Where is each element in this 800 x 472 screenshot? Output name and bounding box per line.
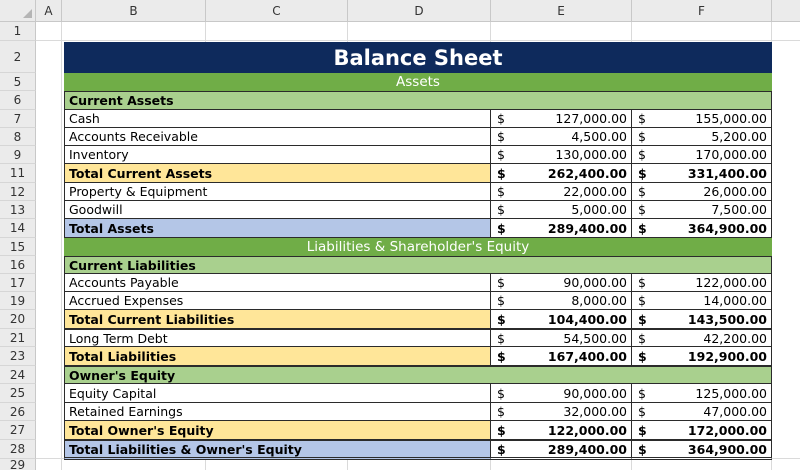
total-current-liabilities-amount-f: 143,500.00 (687, 311, 767, 327)
currency-symbol: $ (497, 111, 505, 126)
accrued-expenses-value-f[interactable] (632, 292, 772, 310)
currency-symbol: $ (638, 348, 647, 364)
goodwill-amount-f: 7,500.00 (711, 202, 767, 217)
gridline (61, 22, 62, 470)
currency-symbol: $ (638, 202, 646, 217)
long-term-debt-amount-e: 54,500.00 (563, 330, 627, 346)
currency-symbol: $ (638, 293, 646, 308)
row-header[interactable]: 13 (0, 201, 36, 219)
accounts-receivable-amount-e: 4,500.00 (571, 129, 627, 144)
total-liabilities-value-e[interactable] (491, 347, 632, 366)
total-assets-amount-f: 364,900.00 (687, 220, 767, 236)
column-header-a[interactable]: A (36, 0, 62, 22)
column-header-e[interactable]: E (491, 0, 632, 22)
total-current-liabilities-value-f[interactable] (632, 310, 772, 329)
label-goodwill[interactable]: Goodwill (64, 201, 491, 219)
row-header[interactable]: 17 (0, 274, 36, 292)
sheet-title[interactable]: Balance Sheet (64, 42, 772, 73)
total-liab-equity-amount-e: 289,400.00 (547, 441, 627, 457)
cash-value-f[interactable] (632, 110, 772, 128)
accounts-receivable-value-f[interactable] (632, 128, 772, 146)
total-owners-equity-value-f[interactable] (632, 421, 772, 440)
retained-earnings-value-f[interactable] (632, 403, 772, 421)
goodwill-value-e[interactable] (491, 201, 632, 219)
currency-symbol: $ (638, 165, 647, 181)
currency-symbol: $ (638, 330, 646, 346)
currency-symbol: $ (497, 184, 505, 199)
label-total-liabilities[interactable]: Total Liabilities (64, 347, 491, 366)
accounts-payable-amount-f: 122,000.00 (695, 275, 767, 290)
subhead-owners-equity[interactable]: Owner's Equity (64, 366, 772, 384)
currency-symbol: $ (497, 348, 506, 364)
label-total-owners-equity[interactable]: Total Owner's Equity (64, 421, 491, 440)
inventory-amount-e: 130,000.00 (555, 147, 627, 162)
total-current-assets-value-f[interactable] (632, 164, 772, 183)
section-liabilities-equity[interactable]: Liabilities & Shareholder's Equity (64, 238, 772, 256)
goodwill-value-f[interactable] (632, 201, 772, 219)
currency-symbol: $ (638, 404, 646, 419)
label-long-term-debt[interactable]: Long Term Debt (64, 329, 491, 347)
subhead-current-assets[interactable]: Current Assets (64, 91, 772, 110)
currency-symbol: $ (638, 275, 646, 290)
retained-earnings-amount-e: 32,000.00 (563, 404, 627, 419)
currency-symbol: $ (638, 220, 647, 236)
gridline (36, 40, 800, 41)
label-total-assets[interactable]: Total Assets (64, 219, 491, 238)
currency-symbol: $ (638, 441, 647, 457)
section-assets[interactable]: Assets (64, 73, 772, 91)
row-header[interactable]: 15 (0, 238, 36, 256)
equity-capital-amount-f: 125,000.00 (695, 385, 767, 401)
total-current-liabilities-amount-e: 104,400.00 (547, 311, 627, 327)
select-all-icon (23, 9, 32, 18)
total-current-assets-amount-e: 262,400.00 (547, 165, 627, 181)
row-header[interactable]: 20 (0, 310, 36, 329)
inventory-value-e[interactable] (491, 146, 632, 164)
currency-symbol: $ (638, 129, 646, 144)
property-amount-e: 22,000.00 (563, 184, 627, 199)
row-header[interactable]: 1 (0, 22, 36, 41)
label-total-current-liabilities[interactable]: Total Current Liabilities (64, 310, 491, 329)
label-total-current-assets[interactable]: Total Current Assets (64, 164, 491, 183)
label-accrued-expenses[interactable]: Accrued Expenses (64, 292, 491, 310)
currency-symbol: $ (497, 275, 505, 290)
column-header-f[interactable]: F (632, 0, 772, 22)
inventory-value-f[interactable] (632, 146, 772, 164)
total-liabilities-amount-e: 167,400.00 (547, 348, 627, 364)
inventory-amount-f: 170,000.00 (695, 147, 767, 162)
row-header[interactable]: 6 (0, 91, 36, 110)
row-header[interactable]: 29 (0, 459, 36, 470)
select-all-corner[interactable] (0, 0, 36, 22)
currency-symbol: $ (497, 147, 505, 162)
currency-symbol: $ (497, 202, 505, 217)
total-owners-equity-amount-e: 122,000.00 (547, 422, 627, 438)
equity-capital-value-e[interactable] (491, 384, 632, 403)
cash-value-e[interactable] (491, 110, 632, 128)
currency-symbol: $ (497, 441, 506, 457)
goodwill-amount-e: 5,000.00 (571, 202, 627, 217)
currency-symbol: $ (638, 111, 646, 126)
total-assets-amount-e: 289,400.00 (547, 220, 627, 236)
accounts-payable-value-e[interactable] (491, 274, 632, 292)
column-header-d[interactable]: D (348, 0, 491, 22)
row-header[interactable]: 21 (0, 329, 36, 347)
row-header[interactable]: 9 (0, 146, 36, 164)
currency-symbol: $ (638, 147, 646, 162)
currency-symbol: $ (638, 385, 646, 401)
currency-symbol: $ (497, 293, 505, 308)
total-current-assets-amount-f: 331,400.00 (687, 165, 767, 181)
row-header[interactable]: 19 (0, 292, 36, 310)
row-header[interactable]: 12 (0, 183, 36, 201)
row-header[interactable]: 24 (0, 366, 36, 384)
label-cash[interactable]: Cash (64, 110, 491, 128)
label-property-equipment[interactable]: Property & Equipment (64, 183, 491, 201)
currency-symbol: $ (497, 165, 506, 181)
long-term-debt-amount-f: 42,200.00 (703, 330, 767, 346)
total-assets-value-e[interactable] (491, 219, 632, 238)
total-owners-equity-value-e[interactable] (491, 421, 632, 440)
currency-symbol: $ (497, 422, 506, 438)
currency-symbol: $ (497, 220, 506, 236)
total-current-liabilities-value-e[interactable] (491, 310, 632, 329)
currency-symbol: $ (638, 311, 647, 327)
accrued-expenses-amount-f: 14,000.00 (703, 293, 767, 308)
currency-symbol: $ (638, 422, 647, 438)
row-header[interactable]: 28 (0, 440, 36, 459)
property-value-e[interactable] (491, 183, 632, 201)
retained-earnings-amount-f: 47,000.00 (703, 404, 767, 419)
cash-amount-e: 127,000.00 (555, 111, 627, 126)
retained-earnings-value-e[interactable] (491, 403, 632, 421)
column-header-b[interactable]: B (62, 0, 206, 22)
row-header[interactable]: 23 (0, 347, 36, 366)
label-inventory[interactable]: Inventory (64, 146, 491, 164)
accounts-receivable-amount-f: 5,200.00 (711, 129, 767, 144)
equity-capital-amount-e: 90,000.00 (563, 385, 627, 401)
row-header[interactable]: 16 (0, 256, 36, 274)
long-term-debt-value-e[interactable] (491, 329, 632, 347)
currency-symbol: $ (497, 129, 505, 144)
cash-amount-f: 155,000.00 (695, 111, 767, 126)
column-header-c[interactable]: C (206, 0, 348, 22)
subhead-current-liabilities[interactable]: Current Liabilities (64, 256, 772, 274)
currency-symbol: $ (497, 330, 505, 346)
total-liab-equity-value-e[interactable] (491, 440, 632, 460)
total-liab-equity-amount-f: 364,900.00 (687, 441, 767, 457)
row-header[interactable]: 5 (0, 73, 36, 91)
column-header-g[interactable] (772, 0, 800, 22)
label-total-liabilities-owners-equity[interactable]: Total Liabilities & Owner's Equity (64, 440, 491, 460)
row-header[interactable]: 11 (0, 164, 36, 183)
total-owners-equity-amount-f: 172,000.00 (687, 422, 767, 438)
currency-symbol: $ (638, 184, 646, 199)
label-retained-earnings[interactable]: Retained Earnings (64, 403, 491, 421)
row-header[interactable]: 8 (0, 128, 36, 146)
equity-capital-value-f[interactable] (632, 384, 772, 403)
total-assets-value-f[interactable] (632, 219, 772, 238)
long-term-debt-value-f[interactable] (632, 329, 772, 347)
property-value-f[interactable] (632, 183, 772, 201)
total-liabilities-amount-f: 192,900.00 (687, 348, 767, 364)
property-amount-f: 26,000.00 (703, 184, 767, 199)
row-header[interactable]: 14 (0, 219, 36, 238)
row-header[interactable]: 25 (0, 384, 36, 403)
accounts-payable-amount-e: 90,000.00 (563, 275, 627, 290)
accounts-receivable-value-e[interactable] (491, 128, 632, 146)
label-accounts-payable[interactable]: Accounts Payable (64, 274, 491, 292)
accrued-expenses-amount-e: 8,000.00 (571, 293, 627, 308)
label-equity-capital[interactable]: Equity Capital (64, 384, 491, 403)
accrued-expenses-value-e[interactable] (491, 292, 632, 310)
currency-symbol: $ (497, 385, 505, 401)
total-liabilities-value-f[interactable] (632, 347, 772, 366)
row-header[interactable]: 2 (0, 41, 36, 73)
accounts-payable-value-f[interactable] (632, 274, 772, 292)
row-header[interactable]: 26 (0, 403, 36, 421)
total-liab-equity-value-f[interactable] (632, 440, 772, 460)
currency-symbol: $ (497, 404, 505, 419)
row-header[interactable]: 7 (0, 110, 36, 128)
total-current-assets-value-e[interactable] (491, 164, 632, 183)
label-accounts-receivable[interactable]: Accounts Receivable (64, 128, 491, 146)
currency-symbol: $ (497, 311, 506, 327)
row-header[interactable]: 27 (0, 421, 36, 440)
